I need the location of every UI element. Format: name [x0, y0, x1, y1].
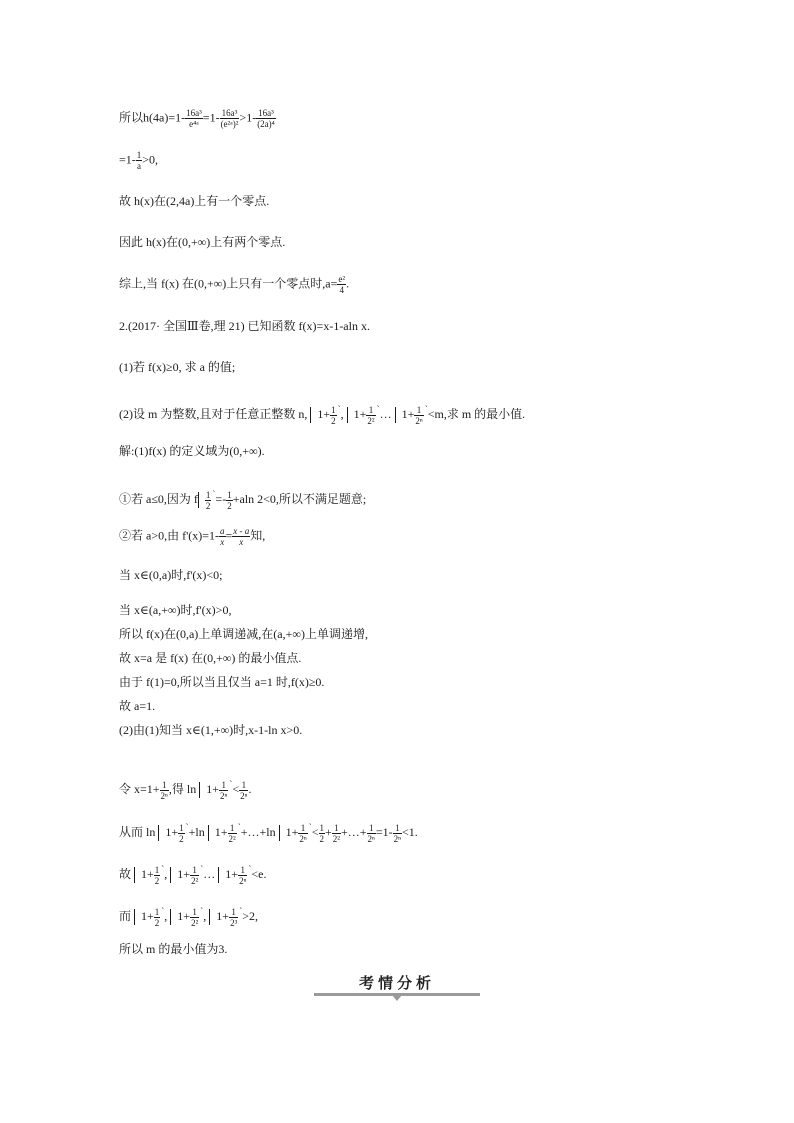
- bracket: [218, 867, 223, 883]
- text: …: [379, 407, 392, 421]
- numerator: 1: [227, 489, 232, 500]
- denominator: 2ⁿ: [240, 790, 248, 801]
- numerator: 16a³: [186, 108, 202, 118]
- numerator: 1: [393, 823, 402, 834]
- fraction: [160, 780, 169, 801]
- bracket: [170, 909, 175, 925]
- text: +: [325, 825, 332, 839]
- text: ,得 ln: [168, 782, 197, 796]
- text: =-: [215, 492, 227, 506]
- derivative-positive: 当 x∈(a,+∞)时,f'(x)>0,: [119, 603, 232, 617]
- text: +…+: [340, 825, 367, 839]
- numerator: 1: [229, 907, 238, 918]
- section-title: 考情分析: [358, 974, 435, 992]
- denominator: 2ⁿ: [239, 875, 247, 886]
- fraction: [337, 274, 346, 295]
- fraction: [185, 108, 203, 129]
- fraction: [414, 405, 423, 426]
- text: 1+: [401, 407, 415, 421]
- fraction: [330, 405, 337, 426]
- denominator: x: [220, 537, 225, 547]
- numerator: 1: [154, 864, 160, 875]
- text: …: [203, 867, 216, 881]
- text: 1+: [141, 867, 154, 881]
- text: >1-: [239, 110, 257, 125]
- denominator: 2ⁿ: [160, 790, 168, 801]
- fraction: [367, 823, 376, 844]
- numerator: 16a³: [258, 108, 274, 118]
- numerator: 16a³: [220, 108, 240, 119]
- text: <1.: [401, 825, 418, 839]
- denominator: 2³: [230, 917, 238, 928]
- text: 1+: [285, 825, 299, 839]
- numerator: 1: [190, 865, 199, 876]
- text: 1+: [141, 909, 154, 923]
- denominator: 4: [339, 285, 344, 295]
- numerator: 1: [160, 780, 169, 791]
- text: +…+ln: [240, 825, 276, 839]
- bracket: [170, 867, 175, 883]
- fraction: [190, 865, 199, 886]
- numerator: 1: [331, 404, 336, 415]
- text: >0,: [142, 152, 159, 167]
- text: 1+: [317, 407, 331, 421]
- bracket: [158, 825, 163, 841]
- denominator: 2²: [332, 833, 340, 844]
- numerator: a: [220, 526, 225, 536]
- numerator: 1: [319, 822, 324, 833]
- a-equals-one: 故 a=1.: [119, 699, 156, 713]
- text: 综上,当 f(x) 在(0,+∞)上只有一个零点时,a=: [119, 276, 338, 291]
- denominator: 2: [205, 500, 211, 511]
- text: 从而 ln: [119, 825, 156, 839]
- denominator: 2ⁿ: [415, 415, 423, 426]
- text: 故: [119, 867, 132, 881]
- product-greater-than-2: 而 1+ $\frac{1}{2}$ $^ˋ$, 1+ $\frac{1}{\text{2²}}$ $^ˋ$, 1+ $\frac{1}{\text{2³}}$ $^ˋ$>2,: [119, 906, 259, 928]
- text: 1+: [165, 825, 179, 839]
- fraction: [154, 865, 161, 886]
- fraction: [332, 823, 341, 844]
- denominator: 2: [331, 415, 336, 426]
- text: 令 x=1+: [119, 782, 160, 796]
- fraction: [220, 108, 240, 129]
- text: =: [225, 528, 233, 543]
- bracket: [134, 909, 139, 925]
- substitution: 令 x=1+ $\frac{1}{\text{2ⁿ}}$ ,得 ln 1+ $\frac{1}{\text{2ⁿ}}$ $^ˋ$< $\frac{1}{\text{2ⁿ}}$ .: [119, 779, 252, 801]
- fraction: [366, 405, 375, 426]
- text: 知,: [250, 528, 266, 543]
- denominator: 2ⁿ: [299, 833, 307, 844]
- denominator: 2ⁿ: [393, 833, 401, 844]
- numerator: 1: [190, 907, 199, 918]
- denominator: e⁴ᵃ: [189, 119, 199, 129]
- denominator: 2²: [228, 833, 236, 844]
- minimum-point: 故 x=a 是 f(x) 在(0,+∞) 的最小值点.: [119, 651, 302, 665]
- bracket: [134, 867, 139, 883]
- line-two-zero-points: 因此 h(x)在(0,+∞)上有两个零点.: [119, 235, 286, 249]
- log-sum-inequality: 从而 ln 1+ $\frac{1}{2}$ $^ˋ$+ln 1+ $\frac{1}{\text{2²}}$ $^ˋ$+…+ln 1+ $\frac{1}{\text{2ⁿ}}$ $^ˋ$< $\frac{1}{2}$ + $\frac{1}{\text{2²}}$ +…+ $\frac{1}{\text{2ⁿ}}$ =1- $\frac{1}{\text{2ⁿ}}$ <1.: [119, 822, 418, 844]
- monotonicity: 所以 f(x)在(0,a)上单调递减,在(a,+∞)上单调递增,: [119, 627, 368, 641]
- problem-2-part-1: (1)若 f(x)≥0, 求 a 的值;: [119, 360, 236, 374]
- product-less-than-e: 故 1+ $\frac{1}{2}$ $^ˋ$, 1+ $\frac{1}{\text{2²}}$ $^ˋ$… 1+ $\frac{1}{\text{2ⁿ}}$ $^ˋ$<e.: [119, 864, 267, 886]
- fraction: [219, 780, 228, 801]
- text: +aln 2<0,所以不满足题意;: [232, 492, 367, 506]
- fraction: [205, 490, 212, 511]
- numerator: 1: [205, 489, 211, 500]
- text: ②若 a>0,由 f'(x)=1-: [119, 528, 220, 543]
- line-conclusion: [119, 274, 349, 295]
- text: 1+: [177, 909, 191, 923]
- denominator: x: [239, 537, 244, 547]
- text: 所以h(4a)=1-: [119, 110, 186, 125]
- fraction: [232, 526, 250, 547]
- numerator: e²: [338, 274, 346, 284]
- text: .: [346, 276, 350, 291]
- denominator: 2: [154, 917, 160, 928]
- bracket: [347, 407, 352, 423]
- text: (2)设 m 为整数,且对于任意正整数 n,: [119, 407, 308, 421]
- text: .: [248, 782, 252, 796]
- text: <e.: [251, 867, 267, 881]
- bracket: [279, 825, 284, 841]
- bracket: [198, 492, 203, 508]
- fraction: [190, 907, 199, 928]
- numerator: 1: [239, 780, 248, 791]
- fraction: [298, 823, 307, 844]
- text: 1+: [214, 825, 228, 839]
- f-one-zero: 由于 f(1)=0,所以当且仅当 a=1 时,f(x)≥0.: [119, 675, 325, 689]
- fraction: [256, 108, 276, 129]
- numerator: 1: [179, 822, 184, 833]
- text: <: [232, 782, 240, 796]
- text: =1-: [119, 152, 136, 167]
- numerator: 1: [332, 823, 341, 834]
- denominator: 2: [319, 833, 324, 844]
- numerator: 1: [367, 823, 376, 834]
- denominator: 2: [179, 833, 184, 844]
- denominator: (2a)⁴: [257, 119, 275, 129]
- bracket: [209, 909, 214, 925]
- numerator: 1: [136, 150, 142, 160]
- numerator: 1: [298, 823, 307, 834]
- fraction: [154, 907, 161, 928]
- denominator: 2ⁿ: [367, 833, 375, 844]
- numerator: x - a: [233, 526, 250, 536]
- text: >2,: [242, 909, 259, 923]
- numerator: 1: [228, 823, 237, 834]
- text: =1-: [202, 110, 220, 125]
- denominator: 2²: [191, 875, 199, 886]
- part-2-lemma: (2)由(1)知当 x∈(1,+∞)时,x-1-ln x>0.: [119, 723, 303, 737]
- numerator: 1: [154, 906, 160, 917]
- numerator: 1: [238, 865, 247, 876]
- banner-arrow-icon: [392, 995, 402, 1001]
- text: =1-: [375, 825, 393, 839]
- text: <: [311, 825, 319, 839]
- solution-domain: 解:(1)f(x) 的定义域为(0,+∞).: [119, 444, 265, 458]
- text: 1+: [225, 867, 239, 881]
- line-h4a: [119, 108, 276, 129]
- denominator: (e²ᵃ)²: [220, 119, 239, 129]
- derivative-negative: 当 x∈(0,a)时,f'(x)<0;: [119, 568, 223, 582]
- denominator: 2: [154, 875, 160, 886]
- fraction: [238, 865, 247, 886]
- problem-2-heading: 2.(2017· 全国Ⅲ卷,理 21) 已知函数 f(x)=x-1-aln x.: [119, 319, 370, 333]
- text: 1+: [177, 867, 191, 881]
- denominator: 2²: [367, 415, 375, 426]
- line-result: [119, 150, 158, 171]
- problem-2-part-2: (2)设 m 为整数,且对于任意正整数 n, 1+ $\frac{1}{2}$ $^ˋ$, 1+ $\frac{1}{\text{2²}}$ $^ˋ$… 1+ $\frac{1}{\text{2ⁿ}}$ $^ˋ$<m,求 m 的最小值.: [119, 404, 526, 426]
- case-a-nonpositive: ①若 a≤0,因为 f $\frac{1}{2}$ $^ˋ$=- $\frac{1}{2}$ +aln 2<0,所以不满足题意;: [119, 489, 367, 511]
- denominator: a: [137, 161, 142, 171]
- fraction: [178, 823, 185, 844]
- numerator: 1: [414, 405, 423, 416]
- denominator: 2ⁿ: [220, 790, 228, 801]
- numerator: 1: [366, 405, 375, 416]
- text: 1+: [206, 782, 220, 796]
- text: <m,求 m 的最小值.: [427, 407, 526, 421]
- text: 1+: [216, 909, 230, 923]
- numerator: 1: [219, 780, 228, 791]
- bracket: [310, 407, 315, 423]
- text: 1+: [353, 407, 367, 421]
- bracket: [208, 825, 213, 841]
- fraction: [229, 907, 238, 928]
- line-zero-point: 故 h(x)在(2,4a)上有一个零点.: [119, 194, 270, 208]
- fraction: [228, 823, 237, 844]
- section-banner: [314, 972, 480, 1000]
- text: ①若 a≤0,因为 f: [119, 492, 198, 506]
- bracket: [395, 407, 400, 423]
- denominator: 2²: [191, 917, 199, 928]
- text: 而: [119, 909, 132, 923]
- denominator: 2: [227, 500, 232, 511]
- final-answer: 所以 m 的最小值为3.: [119, 942, 228, 956]
- text: +ln: [188, 825, 205, 839]
- fraction: [393, 823, 402, 844]
- case-a-positive: [119, 526, 265, 547]
- bracket: [199, 782, 204, 798]
